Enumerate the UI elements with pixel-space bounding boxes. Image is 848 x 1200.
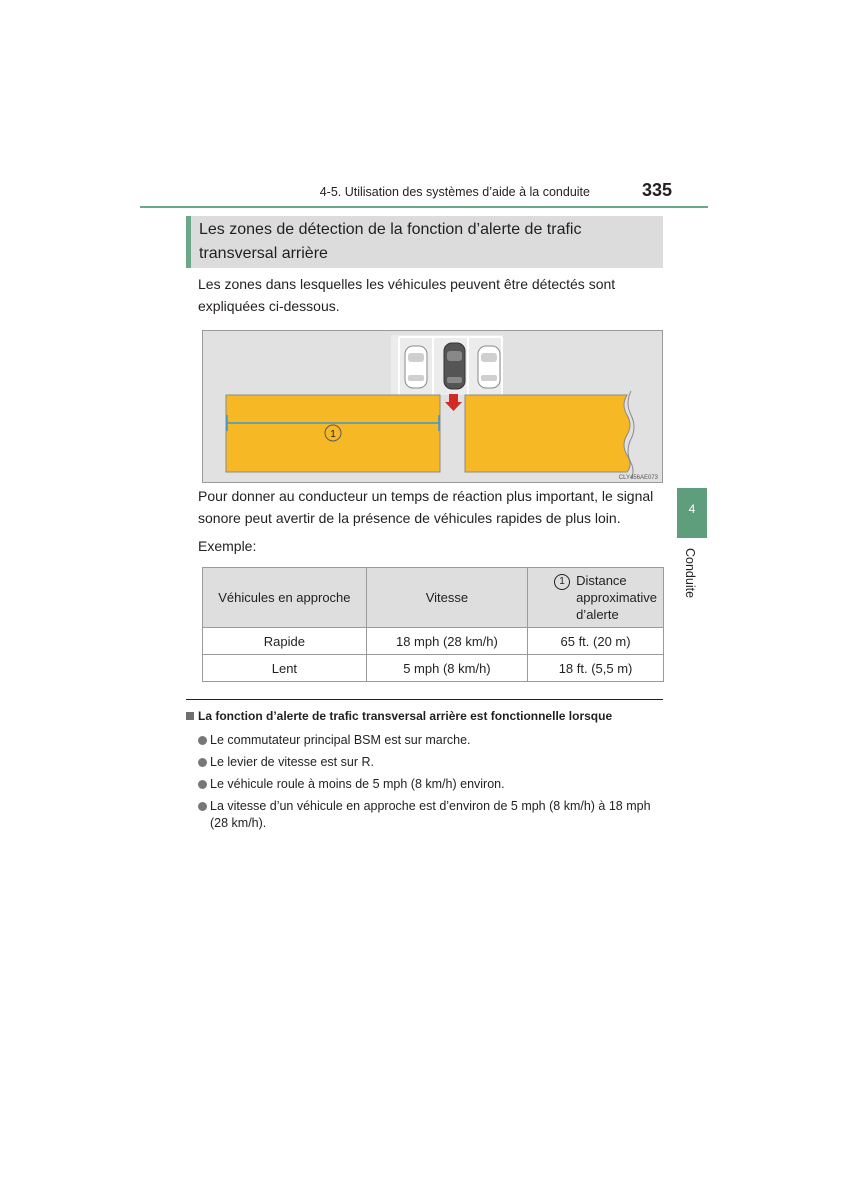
cell-speed: 5 mph (8 km/h)	[366, 655, 527, 682]
list-divider	[186, 699, 663, 700]
round-bullet-icon	[198, 758, 207, 767]
alert-distance-table	[202, 567, 664, 682]
detection-zone-illustration	[202, 330, 663, 483]
list-item	[198, 776, 666, 793]
header-speed: Vitesse	[366, 568, 527, 628]
list-item	[198, 732, 666, 749]
round-bullet-icon	[198, 780, 207, 789]
round-bullet-icon	[198, 736, 207, 745]
illustration-code: CLY456AE073	[618, 475, 658, 481]
running-header: 4-5. Utilisation des systèmes d’aide à la conduite	[319, 185, 590, 199]
reaction-time-paragraph: Pour donner au conducteur un temps de réaction plus important, le signal sonore peut avertir de la présence de véhicules rapides de plus loin.	[198, 488, 654, 526]
reversing-car-icon	[444, 343, 465, 389]
distance-marker-icon: 1	[554, 574, 570, 590]
conditions-list	[198, 732, 666, 837]
conditions-heading	[186, 709, 612, 723]
table-header-row	[203, 568, 664, 628]
section-heading: Les zones de détection de la fonction d’alerte de trafic transversal arrière	[186, 216, 663, 268]
header-distance-label: Distance approximative d’alerte	[576, 573, 658, 622]
round-bullet-icon	[198, 802, 207, 811]
list-item-text: Le commutateur principal BSM est sur marche.	[210, 733, 471, 747]
list-item-text: Le levier de vitesse est sur R.	[210, 755, 374, 769]
chapter-label: Conduite	[683, 548, 697, 599]
square-bullet-icon	[186, 712, 194, 720]
cell-vehicle: Rapide	[203, 628, 367, 655]
cell-speed: 18 mph (28 km/h)	[366, 628, 527, 655]
page-number: 335	[641, 180, 672, 200]
table-row	[203, 628, 664, 655]
parked-car-left-icon	[405, 346, 427, 388]
cell-vehicle: Lent	[203, 655, 367, 682]
cell-distance: 18 ft. (5,5 m)	[528, 655, 664, 682]
cell-distance: 65 ft. (20 m)	[528, 628, 664, 655]
right-detection-zone	[465, 395, 630, 472]
header-distance	[528, 568, 664, 628]
list-item	[198, 798, 666, 832]
chapter-tab: 4	[677, 488, 707, 538]
intro-paragraph: Les zones dans lesquelles les véhicules peuvent être détectés sont expliquées ci-dessous.	[198, 276, 616, 314]
table-row	[203, 655, 664, 682]
example-label: Exemple:	[198, 538, 257, 554]
header-rule	[140, 206, 708, 208]
distance-marker-label: 1	[330, 429, 336, 440]
list-item-text: La vitesse d’un véhicule en approche est d’environ de 5 mph (8 km/h) à 18 mph (28 km/h).	[210, 799, 651, 830]
conditions-heading-text: La fonction d’alerte de trafic transversal arrière est fonctionnelle lorsque	[198, 709, 613, 723]
parked-car-right-icon	[478, 346, 500, 388]
list-item-text: Le véhicule roule à moins de 5 mph (8 km/h) environ.	[210, 777, 505, 791]
list-item	[198, 754, 666, 771]
header-vehicles: Véhicules en approche	[203, 568, 367, 628]
